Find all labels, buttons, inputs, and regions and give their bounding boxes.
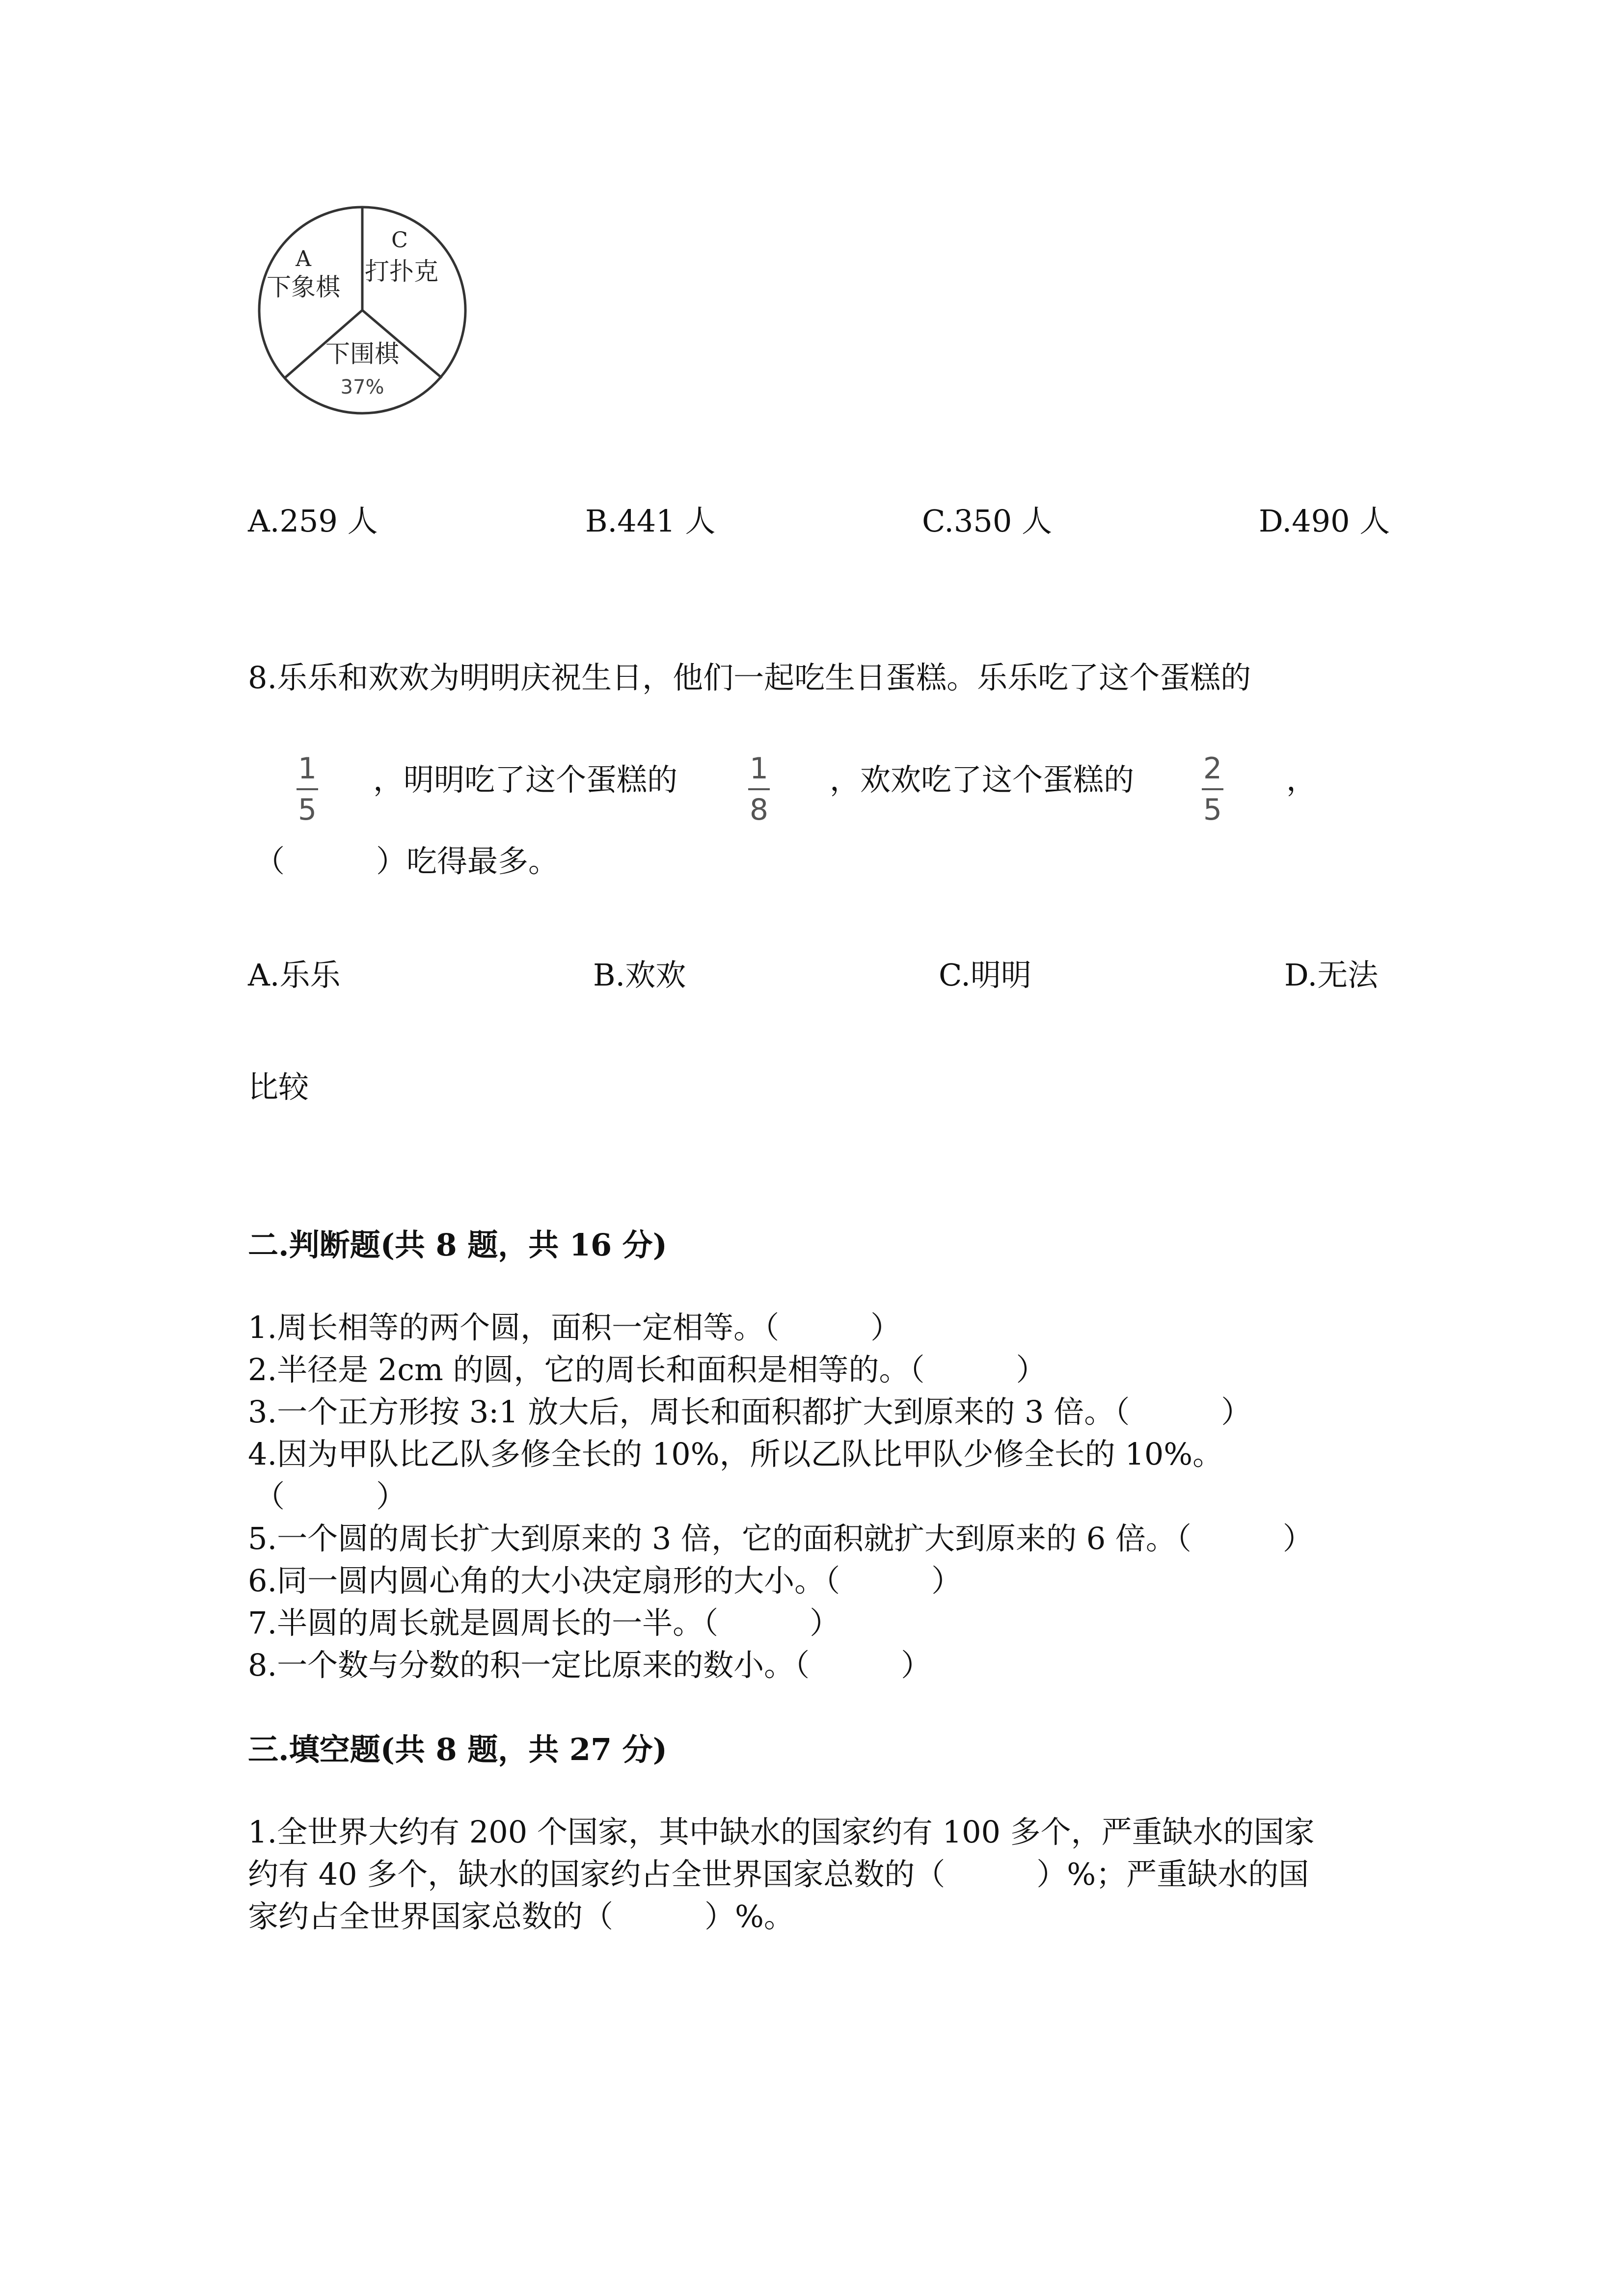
section2-item-8: 8.一个数与分数的积一定比原来的数小。（ ） — [248, 1647, 932, 1683]
q7-option-d: D.490 人 — [1259, 503, 1390, 539]
q8-frac2-denominator: 8 — [749, 793, 769, 827]
section2-item-6: 6.同一圆内圆心角的大小决定扇形的大小。（ ） — [248, 1563, 962, 1599]
q8-fraction-one-eighth — [748, 751, 770, 827]
q8-frac3-bar — [1202, 788, 1223, 790]
q8-option-d: D.无法 — [1284, 957, 1379, 993]
activity-pie-figure — [254, 202, 470, 418]
pie-label-b-name: 下围棋 — [325, 340, 399, 368]
pie-label-a-name: 下象棋 — [267, 273, 340, 301]
section2-item-7: 7.半圆的周长就是圆周长的一半。（ ） — [248, 1605, 840, 1641]
section2-item-5: 5.一个圆的周长扩大到原来的 3 倍，它的面积就扩大到原来的 6 倍。（ ） — [248, 1521, 1313, 1556]
q8-option-a: A.乐乐 — [248, 957, 341, 993]
q8-stem-line1: 8.乐乐和欢欢为明明庆祝生日，他们一起吃生日蛋糕。乐乐吃了这个蛋糕的 — [248, 660, 1251, 695]
q8-option-d-wrap: 比较 — [248, 1069, 309, 1105]
q8-frac2-bar — [748, 788, 770, 790]
q8-fraction-two-fifths — [1202, 751, 1223, 827]
pie-label-a-letter: A — [296, 246, 311, 271]
pie-label-c-name: 打扑克 — [365, 257, 438, 286]
pie-label-c-letter: C — [391, 228, 408, 253]
section2-item-2: 2.半径是 2cm 的圆，它的周长和面积是相等的。（ ） — [248, 1352, 1047, 1388]
q7-option-c: C.350 人 — [922, 503, 1052, 539]
section2-title: 二.判断题(共 8 题，共 16 分) — [248, 1227, 668, 1263]
section3-q1-line3: 家约占全世界国家总数的（ ）%。 — [248, 1898, 794, 1934]
q7-option-a: A.259 人 — [248, 503, 378, 539]
pie-label-b-percent: 37% — [340, 376, 384, 399]
q8-option-c: C.明明 — [939, 957, 1031, 993]
section3-q1-line2: 约有 40 多个，缺水的国家约占全世界国家总数的（ ）%；严重缺水的国 — [248, 1856, 1309, 1892]
q8-frac3-denominator: 5 — [1203, 793, 1222, 827]
section2-item-4: 4.因为甲队比乙队多修全长的 10%，所以乙队比甲队少修全长的 10%。 — [248, 1436, 1223, 1472]
q8-frac1-numerator: 1 — [298, 751, 317, 786]
q8-stem-text2: ，明明吃了这个蛋糕的 — [373, 762, 678, 798]
section2-item-4-wrap: （ ） — [254, 1478, 407, 1514]
q8-frac1-bar — [297, 788, 318, 790]
q8-stem-line3: （ ）吃得最多。 — [254, 843, 559, 879]
q8-frac1-denominator: 5 — [298, 793, 317, 827]
section3-q1-line1: 1.全世界大约有 200 个国家，其中缺水的国家约有 100 多个，严重缺水的国家 — [248, 1814, 1315, 1850]
section2-item-1: 1.周长相等的两个圆，面积一定相等。（ ） — [248, 1309, 901, 1345]
q8-option-b: B.欢欢 — [593, 957, 686, 993]
q8-stem-text3: ，欢欢吃了这个蛋糕的 — [830, 762, 1135, 798]
q8-stem-text4: ， — [1286, 762, 1317, 798]
q8-fraction-one-fifth — [297, 751, 318, 827]
section3-title: 三.填空题(共 8 题，共 27 分) — [248, 1732, 668, 1767]
section2-item-3: 3.一个正方形按 3:1 放大后，周长和面积都扩大到原来的 3 倍。（ ） — [248, 1394, 1252, 1430]
q8-frac2-numerator: 1 — [749, 751, 769, 786]
q8-frac3-numerator: 2 — [1203, 751, 1222, 786]
q7-option-b: B.441 人 — [585, 503, 716, 539]
